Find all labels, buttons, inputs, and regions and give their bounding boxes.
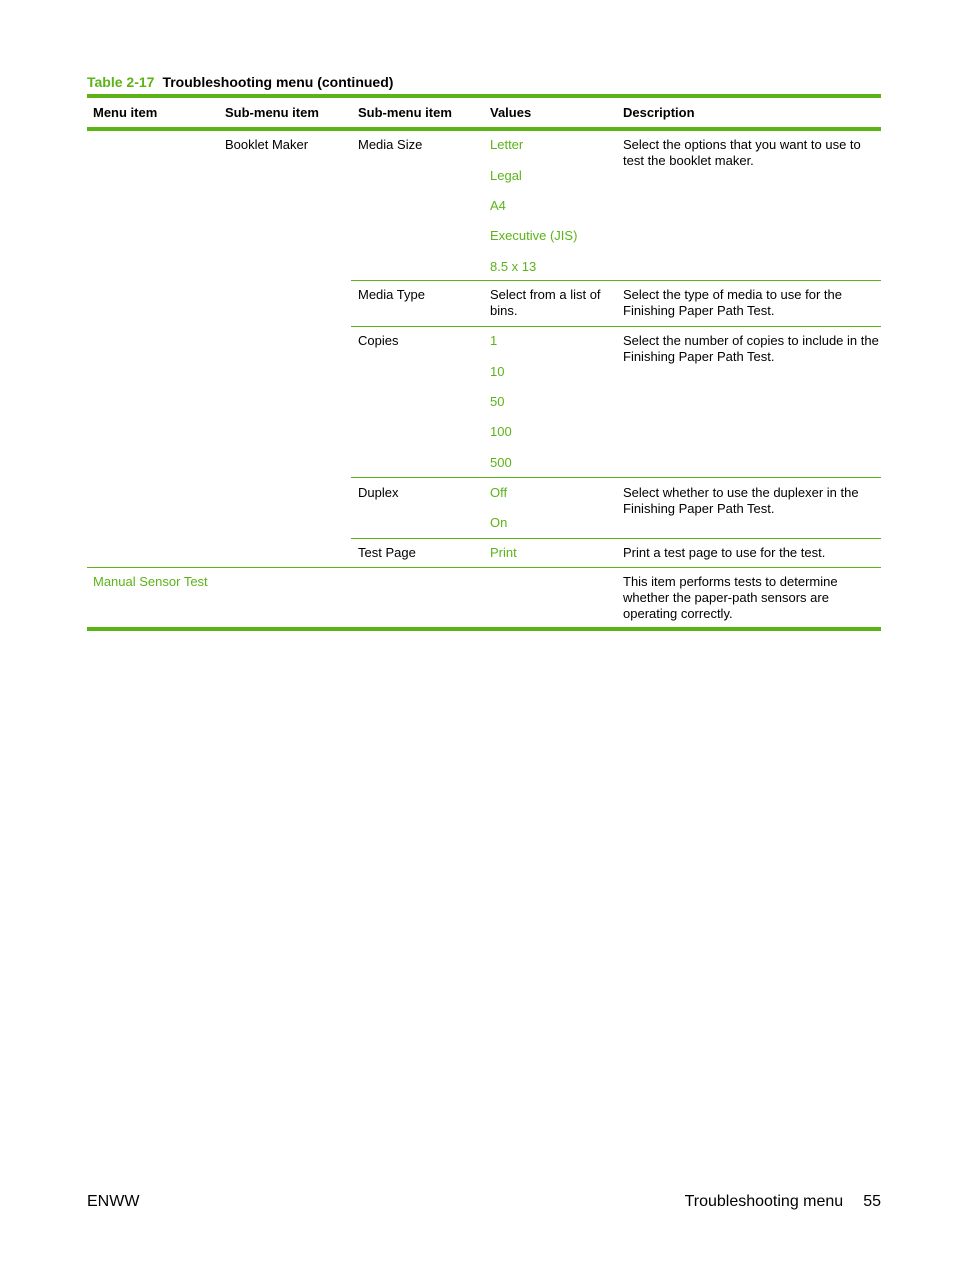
media-size-value-legal: Legal	[490, 168, 522, 183]
media-size-value-letter: Letter	[490, 137, 524, 152]
header-submenu-item-2: Sub-menu item	[358, 105, 452, 120]
header-values: Values	[490, 105, 532, 120]
footer-section: Troubleshooting menu	[684, 1193, 844, 1210]
booklet-maker-label: Booklet Maker	[225, 137, 309, 152]
table-bottom-rule	[87, 627, 881, 631]
duplex-value-off: Off	[490, 485, 508, 500]
table-caption	[87, 74, 393, 90]
table-title: Troubleshooting menu (continued)	[162, 74, 394, 90]
copies-value-10: 10	[490, 364, 505, 379]
media-type-label: Media Type	[358, 287, 425, 302]
test-page-label: Test Page	[358, 545, 416, 560]
media-type-description: Select the type of media to use for the Finishing Paper Path Test.	[623, 287, 842, 318]
media-size-label: Media Size	[358, 137, 423, 152]
copies-description: Select the number of copies to include in the Finishing Paper Path Test.	[623, 333, 879, 364]
copies-value-1: 1	[490, 333, 498, 348]
media-type-value: Select from a list of bins.	[490, 287, 601, 318]
media-size-description: Select the options that you want to use to test the booklet maker.	[623, 137, 861, 168]
page-number: 55	[863, 1193, 881, 1210]
footer-left: ENWW	[87, 1193, 140, 1210]
duplex-value-on: On	[490, 515, 508, 530]
manual-sensor-test-description: This item performs tests to determine whether the paper-path sensors are operating correctly.	[623, 574, 838, 621]
manual-sensor-test-label: Manual Sensor Test	[93, 574, 208, 589]
copies-value-50: 50	[490, 394, 505, 409]
header-bottom-rule	[87, 127, 881, 131]
duplex-label: Duplex	[358, 485, 399, 500]
row-divider	[87, 567, 881, 568]
duplex-description: Select whether to use the duplexer in the Finishing Paper Path Test.	[623, 485, 859, 516]
header-description: Description	[623, 105, 695, 120]
row-divider	[351, 280, 881, 281]
test-page-value-print: Print	[490, 545, 517, 560]
copies-value-100: 100	[490, 424, 512, 439]
table-number: Table 2-17	[87, 74, 155, 90]
media-size-value-executive: Executive (JIS)	[490, 228, 578, 243]
row-divider	[351, 326, 881, 327]
media-size-value-a4: A4	[490, 198, 506, 213]
media-size-value-8-5x13: 8.5 x 13	[490, 259, 537, 274]
header-menu-item: Menu item	[93, 105, 158, 120]
footer-right	[685, 1193, 881, 1211]
header-submenu-item-1: Sub-menu item	[225, 105, 319, 120]
table-top-rule	[87, 94, 881, 98]
row-divider	[351, 538, 881, 539]
test-page-description: Print a test page to use for the test.	[623, 545, 826, 560]
row-divider	[351, 477, 881, 478]
copies-label: Copies	[358, 333, 399, 348]
copies-value-500: 500	[490, 455, 512, 470]
